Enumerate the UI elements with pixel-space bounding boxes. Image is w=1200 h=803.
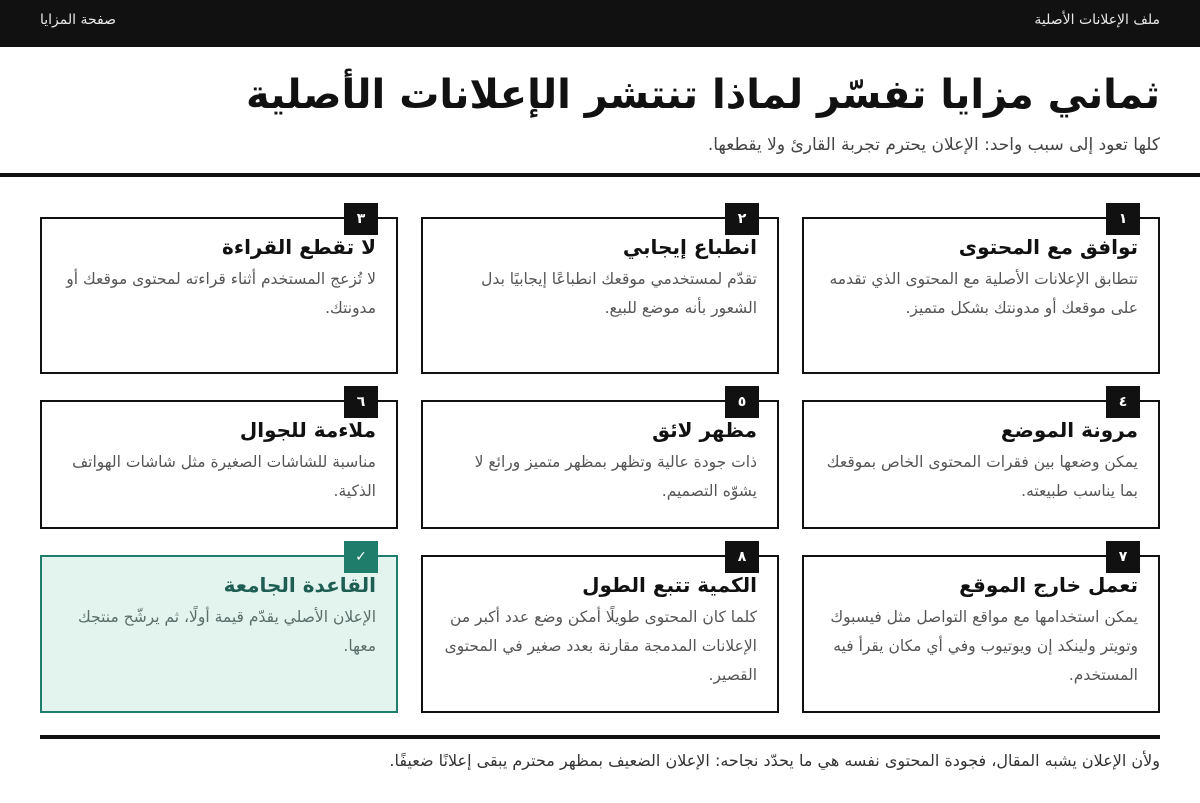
top-bar	[0, 0, 1200, 47]
card-number-badge: ٨	[725, 541, 759, 573]
page-title: ثماني مزايا تفسّر لماذا تنتشر الإعلانات الأصلية	[245, 72, 1160, 118]
card-text: تتطابق الإعلانات الأصلية مع المحتوى الذي تقدمه على موقعك أو مدونتك بشكل متميز.	[829, 270, 1138, 317]
card-number-badge: ٥	[725, 386, 759, 418]
page-label: صفحة المزايا	[40, 12, 116, 28]
card-text: تقدّم لمستخدمي موقعك انطباعًا إيجابيًا بدل الشعور بأنه موضع للبيع.	[481, 270, 757, 317]
card-text: كلما كان المحتوى طويلًا أمكن وضع عدد أكبر من الإعلانات المدمجة مقارنة بعدد صغير في المحتوى القصير.	[444, 608, 757, 684]
card-text: يمكن وضعها بين فقرات المحتوى الخاص بموقعك بما يناسب طبيعته.	[826, 453, 1138, 500]
file-label: ملف الإعلانات الأصلية	[1034, 12, 1160, 28]
card-title: ملاءمة للجوال	[239, 418, 376, 442]
card-title: لا تقطع القراءة	[222, 235, 376, 259]
card-text: مناسبة للشاشات الصغيرة مثل شاشات الهواتف الذكية.	[72, 453, 376, 500]
card-title: تعمل خارج الموقع	[959, 573, 1138, 597]
card-title: مظهر لائق	[652, 418, 757, 442]
benefit-card-2	[421, 211, 779, 374]
card-text: الإعلان الأصلي يقدّم قيمة أولًا، ثم يرشّح منتجك معها.	[78, 608, 376, 655]
card-title: مرونة الموضع	[1000, 418, 1138, 442]
card-text: ذات جودة عالية وتظهر بمظهر متميز ورائع لا يشوّه التصميم.	[474, 453, 757, 500]
card-number-badge: ٦	[344, 386, 378, 418]
check-icon: ✓	[344, 541, 378, 573]
card-number-badge: ٤	[1106, 386, 1140, 418]
card-title: الكمية تتبع الطول	[582, 573, 757, 597]
footer-divider	[40, 735, 1160, 739]
page-subtitle: كلها تعود إلى سبب واحد: الإعلان يحترم تجربة القارئ ولا يقطعها.	[707, 135, 1160, 155]
benefit-card-6	[40, 394, 398, 529]
card-number-badge: ٣	[344, 203, 378, 235]
benefit-card-3	[40, 211, 398, 374]
card-text: يمكن استخدامها مع مواقع التواصل مثل فيسبوك وتويتر ولينكد إن ويوتيوب وفي أي مكان يقرأ فيه المستخدم.	[830, 608, 1138, 684]
card-title: القاعدة الجامعة	[223, 573, 376, 597]
benefit-card-1	[802, 211, 1160, 374]
benefit-card-8	[421, 549, 779, 713]
card-number-badge: ١	[1106, 203, 1140, 235]
card-number-badge: ٢	[725, 203, 759, 235]
header-divider	[0, 173, 1200, 177]
footer-note: ولأن الإعلان يشبه المقال، فجودة المحتوى نفسه هي ما يحدّد نجاحه: الإعلان الضعيف بمظهر محترم يبقى إعلانًا ضعيفًا.	[389, 751, 1160, 770]
summary-card	[40, 549, 398, 713]
benefit-card-5	[421, 394, 779, 529]
card-title: انطباع إيجابي	[622, 235, 757, 259]
card-text: لا تُزعج المستخدم أثناء قراءته لمحتوى موقعك أو مدونتك.	[66, 270, 376, 317]
card-title: توافق مع المحتوى	[958, 235, 1138, 259]
card-number-badge: ٧	[1106, 541, 1140, 573]
benefit-card-7	[802, 549, 1160, 713]
benefit-card-4	[802, 394, 1160, 529]
